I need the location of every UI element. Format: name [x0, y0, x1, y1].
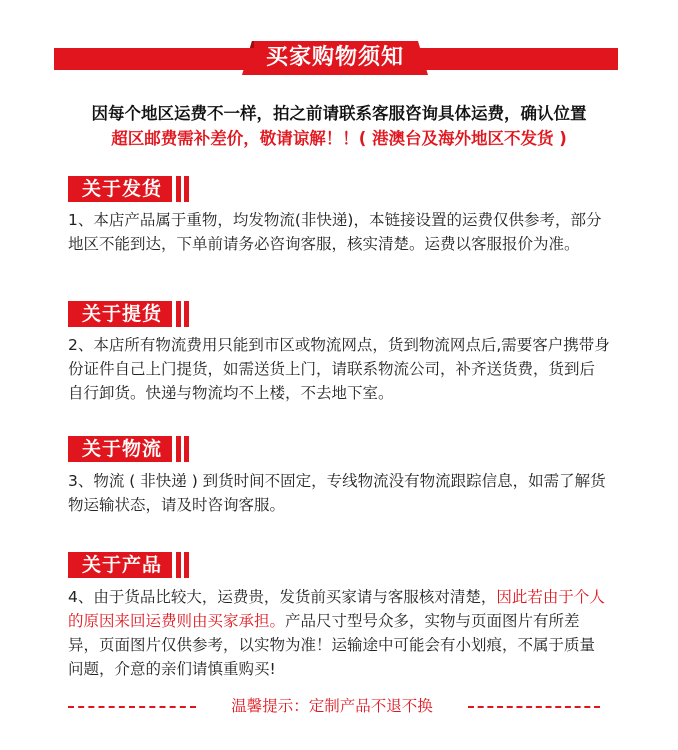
section-text-logistics: 3、物流 ( 非快递 ) 到货时间不固定，专线物流没有物流跟踪信息，如需了解货物运输状态，请及时咨询客服。 [68, 472, 606, 514]
footer-tip-row [0, 695, 678, 717]
section-title-shipping [68, 176, 188, 202]
surcharge-notice: 超区邮费需补差价，敬请谅解！！( 港澳台及海外地区不发货 ) [111, 129, 567, 148]
product-text-intro: 4、由于货品比较大，运费贵，发货前买家请与客服核对清楚， [68, 588, 497, 606]
section-label: 关于提货 [82, 303, 163, 325]
footer-tip: 温馨提示：定制产品不退不换 [231, 697, 433, 715]
section-text-pickup: 2、本店所有物流费用只能到市区或物流网点，货到物流网点后,需要客户携带身份证件自己上门提货，如需送货上门，请联系物流公司，补齐送货费，货到后自行卸货。快递与物流均不上楼，不去地下室。 [68, 336, 610, 402]
footer-divider-left [68, 706, 196, 708]
section-title-product [68, 552, 188, 578]
section-title-logistics [68, 436, 188, 462]
section-label: 关于发货 [82, 178, 163, 200]
section-label: 关于物流 [82, 438, 163, 460]
section-text-shipping: 1、本店产品属于重物，均发物流(非快递)，本链接设置的运费仅供参考，部分地区不能到达，下单前请务必咨询客服，核实清楚。运费以客服报价为准。 [68, 211, 602, 253]
section-text-product [68, 585, 610, 681]
footer-divider-right [468, 706, 600, 708]
shipping-notice: 因每个地区运费不一样，拍之前请联系客服咨询具体运费，确认位置 [91, 104, 587, 123]
product-text-warning: 因此若由于个人的原因来回运费则由买家承担。 [68, 588, 605, 630]
page-banner [54, 41, 618, 75]
section-title-pickup [68, 301, 188, 327]
page-title: 买家购物须知 [265, 45, 404, 70]
section-label: 关于产品 [82, 554, 163, 576]
product-text-details: 产品尺寸型号众多，实物与页面图片有所差异，页面图片仅供参考，以实物为准！运输途中可能会有小划痕，不属于质量问题，介意的亲们请慎重购买! [68, 612, 596, 678]
